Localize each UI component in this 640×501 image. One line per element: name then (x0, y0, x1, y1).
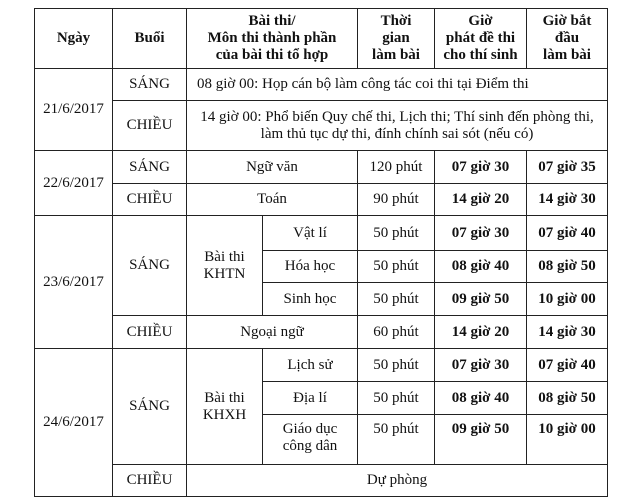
handout-time-cell: 08 giờ 40 (435, 382, 527, 415)
header-ngay: Ngày (35, 9, 113, 69)
handout-time-cell: 09 giờ 50 (435, 415, 527, 465)
handout-time-cell: 09 giờ 50 (435, 283, 527, 316)
subject-cell: Giáo dục công dân (263, 415, 358, 465)
subject-cell: Sinh học (263, 283, 358, 316)
duration-cell: 50 phút (358, 283, 435, 316)
duration-cell: 50 phút (358, 216, 435, 251)
table-row (35, 101, 608, 151)
start-time-cell: 08 giờ 50 (527, 382, 608, 415)
table-row (35, 216, 608, 251)
start-time-cell: 07 giờ 40 (527, 349, 608, 382)
session-cell: CHIỀU (113, 316, 187, 349)
table-row (35, 349, 608, 382)
session-cell: SÁNG (113, 216, 187, 316)
table-row (35, 465, 608, 497)
table-row (35, 69, 608, 101)
subject-cell: Hóa học (263, 251, 358, 283)
duration-cell: 60 phút (358, 316, 435, 349)
handout-time-cell: 07 giờ 30 (435, 216, 527, 251)
handout-time-cell: 08 giờ 40 (435, 251, 527, 283)
header-thoi-gian: Thời gian làm bài (358, 9, 435, 69)
session-cell: SÁNG (113, 349, 187, 465)
date-cell: 23/6/2017 (35, 216, 113, 349)
header-gio-bat-dau: Giờ bắt đầu làm bài (527, 9, 608, 69)
exam-schedule-table (34, 8, 608, 497)
session-cell: CHIỀU (113, 184, 187, 216)
start-time-cell: 08 giờ 50 (527, 251, 608, 283)
start-time-cell: 10 giờ 00 (527, 283, 608, 316)
date-cell: 21/6/2017 (35, 69, 113, 151)
header-gio-phat-de: Giờ phát đề thi cho thí sinh (435, 9, 527, 69)
header-row (35, 9, 608, 69)
start-time-cell: 14 giờ 30 (527, 184, 608, 216)
duration-cell: 50 phút (358, 251, 435, 283)
header-buoi: Buổi (113, 9, 187, 69)
handout-time-cell: 07 giờ 30 (435, 349, 527, 382)
duration-cell: 50 phút (358, 415, 435, 465)
group-cell: Bài thi KHXH (187, 349, 263, 465)
date-cell: 24/6/2017 (35, 349, 113, 497)
table-row (35, 151, 608, 184)
duration-cell: 50 phút (358, 382, 435, 415)
start-time-cell: 07 giờ 35 (527, 151, 608, 184)
session-cell: SÁNG (113, 69, 187, 101)
session-cell: CHIỀU (113, 465, 187, 497)
note-cell: 14 giờ 00: Phổ biến Quy chế thi, Lịch thi; Thí sinh đến phòng thi, làm thủ tục dự thi, đính chính sai sót (nếu có) (187, 101, 608, 151)
date-cell: 22/6/2017 (35, 151, 113, 216)
note-cell: 08 giờ 00: Họp cán bộ làm công tác coi thi tại Điểm thi (187, 69, 608, 101)
table-row (35, 184, 608, 216)
subject-cell: Lịch sử (263, 349, 358, 382)
handout-time-cell: 07 giờ 30 (435, 151, 527, 184)
handout-time-cell: 14 giờ 20 (435, 316, 527, 349)
start-time-cell: 14 giờ 30 (527, 316, 608, 349)
handout-time-cell: 14 giờ 20 (435, 184, 527, 216)
subject-cell: Vật lí (263, 216, 358, 251)
duration-cell: 90 phút (358, 184, 435, 216)
note-cell: Dự phòng (187, 465, 608, 497)
session-cell: CHIỀU (113, 101, 187, 151)
header-mon-thi: Bài thi/ Môn thi thành phần của bài thi tổ hợp (187, 9, 358, 69)
start-time-cell: 10 giờ 00 (527, 415, 608, 465)
subject-cell: Ngữ văn (187, 151, 358, 184)
subject-cell: Toán (187, 184, 358, 216)
duration-cell: 50 phút (358, 349, 435, 382)
duration-cell: 120 phút (358, 151, 435, 184)
group-cell: Bài thi KHTN (187, 216, 263, 316)
subject-cell: Địa lí (263, 382, 358, 415)
subject-cell: Ngoại ngữ (187, 316, 358, 349)
session-cell: SÁNG (113, 151, 187, 184)
start-time-cell: 07 giờ 40 (527, 216, 608, 251)
table-row (35, 316, 608, 349)
